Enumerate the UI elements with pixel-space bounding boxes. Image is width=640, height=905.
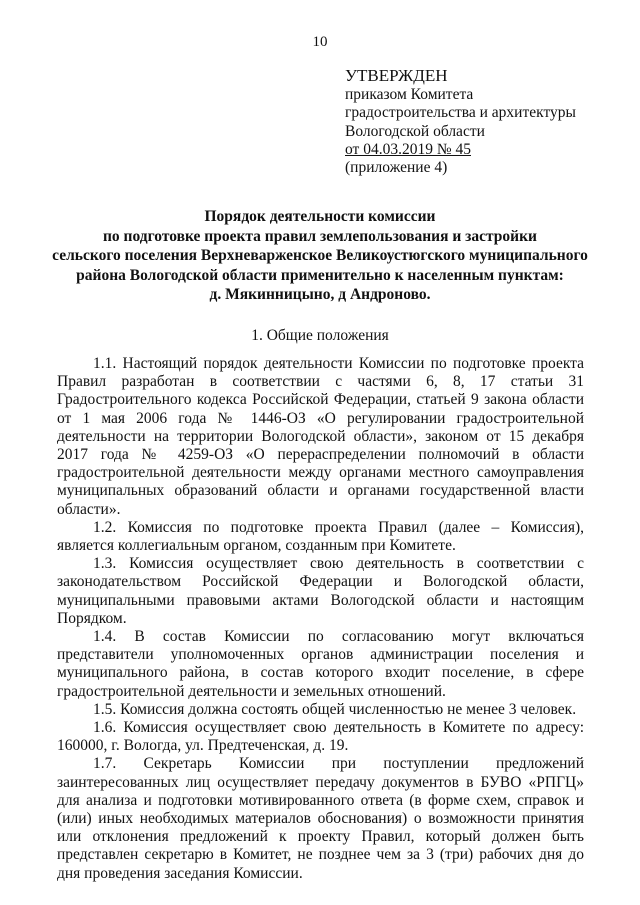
paragraph: 1.1. Настоящий порядок деятельности Комиссии по подготовке проекта Правил разработан в соответствии с частями 6, 8, 17 статьи 31 Градостроительного кодекса Российской Федерации, статьей 9 закона области от 1 мая 2006 года № 1446-ОЗ «О регулировании градостроительной деятельности на территории Вологодской области», законом от 15 декабря 2017 года № 4259-ОЗ «О перераспределении полномочий в области градостроительной деятельности между органами местного самоуправления муниципальных образований области и органами государственной власти области». bbox=[57, 355, 584, 518]
approval-appendix: (приложение 4) bbox=[345, 159, 448, 177]
document-body bbox=[57, 355, 584, 883]
paragraph: 1.2. Комиссия по подготовке проекта Правил (далее – Комиссия), является коллегиальным органом, созданным при Комитете. bbox=[57, 518, 584, 555]
document-title bbox=[40, 207, 600, 305]
approval-stamp: УТВЕРЖДЕН bbox=[345, 66, 448, 85]
approval-line: приказом Комитета bbox=[345, 86, 474, 103]
title-line: района Вологодской области применительно к населенным пунктам: bbox=[76, 266, 564, 284]
title-line: д. Мякинницыно, д Андроново. bbox=[209, 286, 431, 303]
approval-order-date: от 04.03.2019 № 45 bbox=[345, 140, 471, 158]
section-heading: 1. Общие положения bbox=[251, 327, 389, 344]
title-line: Порядок деятельности комиссии bbox=[204, 208, 436, 225]
paragraph: 1.5. Комиссия должна состоять общей численностью не менее 3 человек. bbox=[93, 700, 577, 718]
title-line: сельского поселения Верхневарженское Великоустюгского муниципального bbox=[52, 247, 588, 264]
paragraph: 1.4. В состав Комиссии по согласованию могут включаться представители уполномоченных органов администрации поселения и муниципального района, в состав которого входит поселение, в сфере градостроительной деятельности и земельных отношений. bbox=[57, 628, 584, 700]
page-number: 10 bbox=[312, 34, 328, 50]
title-line: по подготовке проекта правил землепользования и застройки bbox=[103, 227, 537, 245]
approval-line: Вологодской области bbox=[345, 122, 485, 140]
approval-line: градостроительства и архитектуры bbox=[345, 104, 576, 122]
approval-block bbox=[345, 66, 635, 177]
paragraph: 1.3. Комиссия осуществляет свою деятельность в соответствии с законодательством Российской Федерации и Вологодской области, муниципальными правовыми актами Вологодской области и настоящим Порядком. bbox=[57, 555, 584, 627]
paragraph: 1.6. Комиссия осуществляет свою деятельность в Комитете по адресу: 160000, г. Вологда, ул. Предтеченская, д. 19. bbox=[57, 719, 584, 755]
paragraph: 1.7. Секретарь Комиссии при поступлении предложений заинтересованных лиц осуществляет передачу документов в БУВО «РПГЦ» для анализа и подготовки мотивированного ответа (в форме схем, справок и (или) иных необходимых материалов обоснования) о возможности принятия или отклонения предложений к проекту Правил, который должен быть представлен секретарю в Комитет, не позднее чем за 3 (три) рабочих дня до дня проведения заседания Комиссии. bbox=[57, 755, 584, 882]
